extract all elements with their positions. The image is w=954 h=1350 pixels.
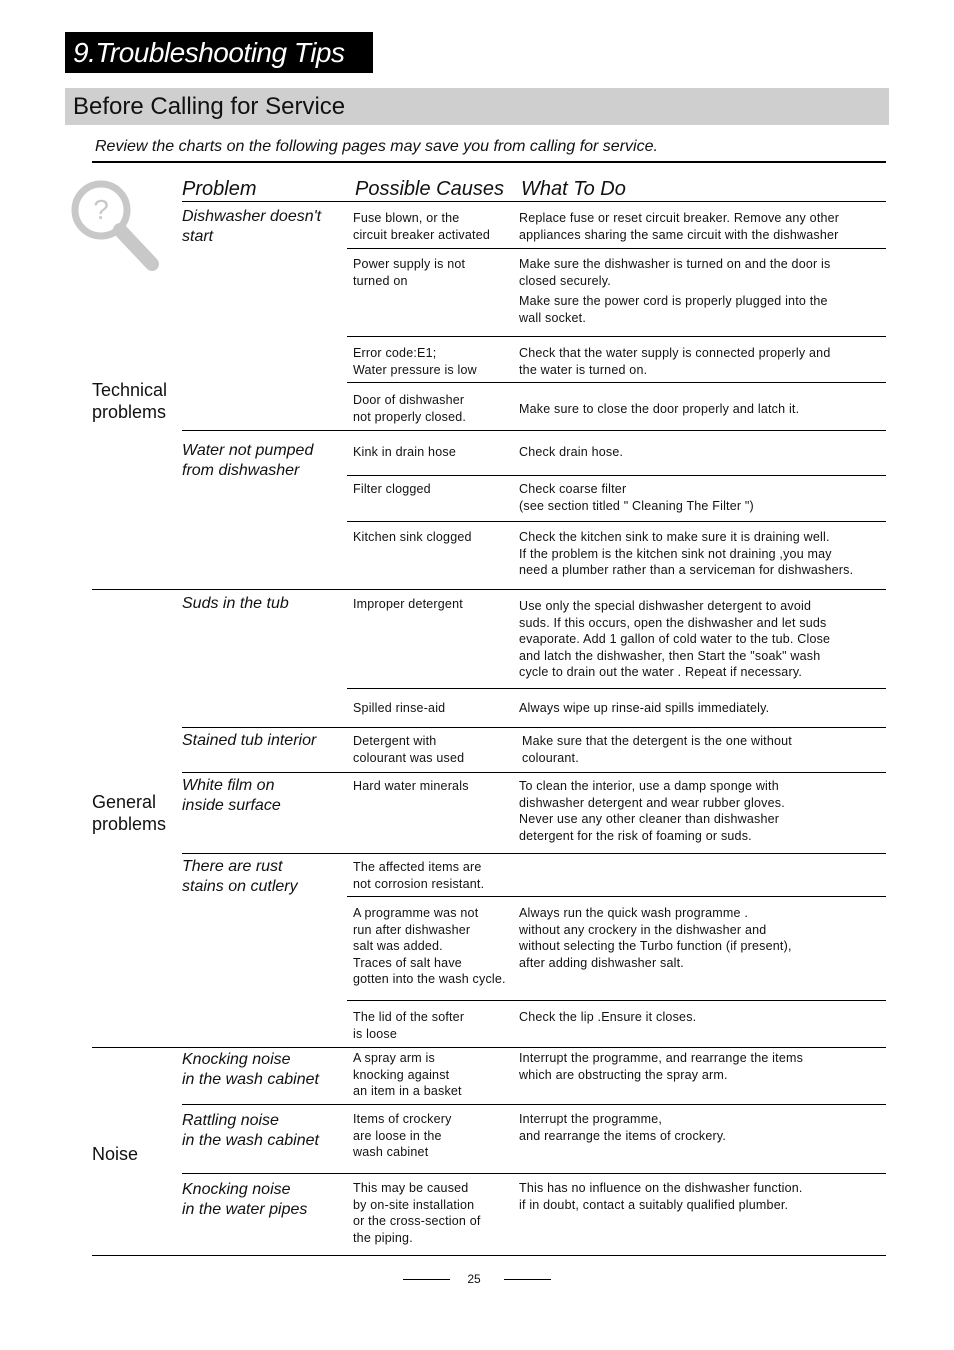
cause-kink: Kink in drain hose [353,445,456,459]
footer-line-right [504,1279,551,1280]
todo-salt: Always run the quick wash programme . without any crockery in the dishwasher and without selecting the Turbo function (if present), after adding dishwasher salt. [519,906,792,970]
row-divider [347,336,886,337]
footer-line-left [403,1279,450,1280]
todo-detergent: Use only the special dishwasher detergent to avoid suds. If this occurs, open the dishwasher and let suds evaporate. Add 1 gallon of cold water to the tub. Close and latch the dishwasher, then Start the "soak" wash cycle to drain out the water . Repeat if necessary. [519,599,831,679]
row-divider [347,521,886,522]
problem-not-start: Dishwasher doesn't start [182,208,322,245]
section-title: 9.Troubleshooting Tips [65,32,373,73]
todo-filter: Check coarse filter (see section titled " Cleaning The Filter ") [519,482,754,513]
column-header-causes: Possible Causes [355,178,504,200]
cause-crockery-loose: Items of crockery are loose in the wash cabinet [353,1112,452,1159]
column-header-todo: What To Do [521,178,626,200]
category-technical: Technical problems [92,380,168,422]
cause-salt: A programme was not run after dishwasher salt was added. Traces of salt have gotten into the wash cycle. [353,906,506,986]
problem-stained: Stained tub interior [182,732,317,749]
todo-door: Make sure to close the door properly and latch it. [519,402,800,416]
cause-error-e1: Error code:E1; Water pressure is low [353,346,477,377]
todo-crockery: Interrupt the programme, and rearrange the items of crockery. [519,1112,727,1143]
todo-sink: Check the kitchen sink to make sure it is draining well. If the problem is the kitchen sink not draining ,you may need a plumber rather than a serviceman for dishwashers. [519,530,854,577]
cause-door: Door of dishwasher not properly closed. [353,393,467,424]
section-divider [92,1047,886,1048]
problem-suds: Suds in the tub [182,595,289,612]
problem-knocking-cabinet: Knocking noise in the wash cabinet [182,1051,319,1088]
table-bottom-rule [92,1255,886,1256]
cause-lid: The lid of the softer is loose [353,1010,465,1041]
todo-spray-arm: Interrupt the programme, and rearrange the items which are obstructing the spray arm. [519,1051,804,1082]
row-divider [347,896,886,897]
todo-power-cord: Make sure the power cord is properly plugged into the wall socket. [519,294,828,325]
problem-knocking-pipes: Knocking noise in the water pipes [182,1181,308,1218]
cause-filter: Filter clogged [353,482,431,496]
row-divider [347,382,886,383]
row-divider [347,475,886,476]
section-divider [92,589,886,590]
row-divider [182,772,886,773]
todo-lid: Check the lip .Ensure it closes. [519,1010,697,1024]
row-divider [182,1173,886,1174]
todo-water-supply: Check that the water supply is connected properly and the water is turned on. [519,346,831,377]
column-header-rule [182,201,886,202]
cause-installation: This may be caused by on-site installation or the cross-section of the piping. [353,1181,481,1245]
subheader: Before Calling for Service [65,88,889,125]
cause-detergent: Improper detergent [353,597,463,611]
cause-fuse: Fuse blown, or the circuit breaker activated [353,211,491,242]
cause-not-resistant: The affected items are not corrosion resistant. [353,860,485,891]
row-divider [347,1000,886,1001]
page-number: 25 [467,1272,481,1286]
todo-installation: This has no influence on the dishwasher function. if in doubt, contact a suitably qualified plumber. [519,1181,803,1212]
row-divider [347,248,886,249]
row-divider [182,1104,886,1105]
cause-rinse-aid: Spilled rinse-aid [353,701,446,715]
row-divider [182,727,886,728]
column-header-problem: Problem [182,178,257,200]
cause-sink: Kitchen sink clogged [353,530,472,544]
todo-colourant: Make sure that the detergent is the one without colourant. [522,734,792,765]
category-general: General problems [92,792,167,834]
todo-hard-water: To clean the interior, use a damp sponge with dishwasher detergent and wear rubber gloves. Never use any other cleaner than dishwasher detergent for the risk of foaming or suds. [519,779,785,843]
row-divider [347,688,886,689]
cause-hard-water: Hard water minerals [353,779,469,793]
row-divider [182,853,886,854]
row-divider [182,430,886,431]
todo-power-on: Make sure the dishwasher is turned on and the door is closed securely. [519,257,831,288]
cause-colourant: Detergent with colourant was used [353,734,465,765]
todo-fuse: Replace fuse or reset circuit breaker. Remove any other appliances sharing the same circuit with the dishwasher [519,211,840,242]
intro-text: Review the charts on the following pages may save you from calling for service. [95,138,658,155]
todo-drain-hose: Check drain hose. [519,445,624,459]
problem-rust: There are rust stains on cutlery [182,858,298,895]
todo-rinse-aid: Always wipe up rinse-aid spills immediately. [519,701,770,715]
problem-not-pumped: Water not pumped from dishwasher [182,442,314,479]
svg-text:?: ? [93,194,109,225]
category-noise: Noise [92,1144,139,1164]
intro-rule [92,161,886,163]
problem-rattling: Rattling noise in the wash cabinet [182,1112,319,1149]
cause-power: Power supply is not turned on [353,257,466,288]
cause-spray-arm: A spray arm is knocking against an item in a basket [353,1051,462,1098]
problem-white-film: White film on inside surface [182,777,281,814]
magnifier-question-icon [68,172,168,276]
